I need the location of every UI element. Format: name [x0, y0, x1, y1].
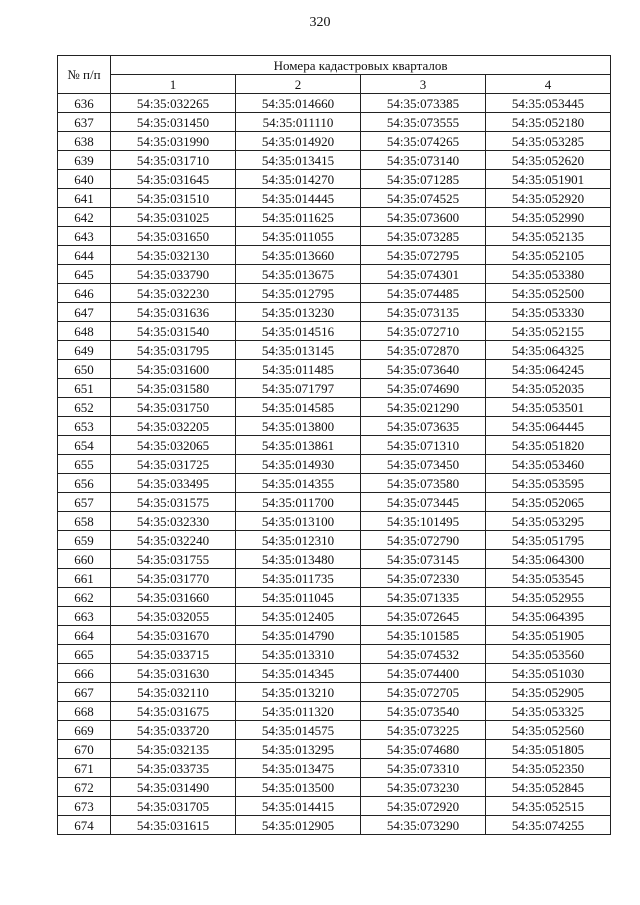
quarter-cell-4: 54:35:064395 [486, 607, 611, 626]
quarter-cell-4: 54:35:053330 [486, 303, 611, 322]
quarter-cell-2: 54:35:011625 [236, 208, 361, 227]
table-row [58, 759, 611, 778]
row-number-cell: 660 [58, 550, 111, 569]
quarter-cell-2: 54:35:013675 [236, 265, 361, 284]
quarter-cell-1: 54:35:031770 [111, 569, 236, 588]
quarter-cell-1: 54:35:032265 [111, 94, 236, 113]
quarter-cell-2: 54:35:012795 [236, 284, 361, 303]
quarter-cell-2: 54:35:013861 [236, 436, 361, 455]
quarter-cell-2: 54:35:014345 [236, 664, 361, 683]
quarter-cell-2: 54:35:014920 [236, 132, 361, 151]
table-row [58, 702, 611, 721]
row-number-cell: 661 [58, 569, 111, 588]
table-row [58, 645, 611, 664]
quarter-cell-4: 54:35:052620 [486, 151, 611, 170]
quarter-cell-4: 54:35:051901 [486, 170, 611, 189]
quarter-cell-3: 54:35:073290 [361, 816, 486, 835]
table-row [58, 474, 611, 493]
row-number-cell: 674 [58, 816, 111, 835]
row-number-cell: 636 [58, 94, 111, 113]
table-row [58, 265, 611, 284]
table-row [58, 227, 611, 246]
quarter-cell-4: 54:35:052155 [486, 322, 611, 341]
table-row [58, 398, 611, 417]
quarter-cell-3: 54:35:074690 [361, 379, 486, 398]
quarter-cell-3: 54:35:073540 [361, 702, 486, 721]
quarter-cell-2: 54:35:014355 [236, 474, 361, 493]
quarter-cell-1: 54:35:031540 [111, 322, 236, 341]
quarter-cell-2: 54:35:071797 [236, 379, 361, 398]
column-header-1: 1 [111, 75, 236, 94]
row-number-cell: 655 [58, 455, 111, 474]
table-row [58, 208, 611, 227]
table-row [58, 778, 611, 797]
table-row [58, 797, 611, 816]
table-row [58, 94, 611, 113]
table-row [58, 284, 611, 303]
quarter-cell-2: 54:35:011320 [236, 702, 361, 721]
table-row [58, 588, 611, 607]
quarter-cell-1: 54:35:033790 [111, 265, 236, 284]
column-header-4: 4 [486, 75, 611, 94]
quarter-cell-1: 54:35:032110 [111, 683, 236, 702]
quarter-cell-2: 54:35:013800 [236, 417, 361, 436]
quarter-cell-2: 54:35:014660 [236, 94, 361, 113]
quarter-cell-2: 54:35:013310 [236, 645, 361, 664]
quarter-cell-1: 54:35:031675 [111, 702, 236, 721]
quarter-cell-4: 54:35:052135 [486, 227, 611, 246]
quarter-cell-4: 54:35:051805 [486, 740, 611, 759]
quarter-cell-2: 54:35:014445 [236, 189, 361, 208]
quarter-cell-1: 54:35:031755 [111, 550, 236, 569]
row-number-cell: 666 [58, 664, 111, 683]
quarter-cell-4: 54:35:052105 [486, 246, 611, 265]
quarter-cell-1: 54:35:031615 [111, 816, 236, 835]
row-number-cell: 654 [58, 436, 111, 455]
table-row [58, 721, 611, 740]
quarter-cell-2: 54:35:011045 [236, 588, 361, 607]
table-row [58, 360, 611, 379]
quarter-cell-4: 54:35:053460 [486, 455, 611, 474]
quarter-cell-4: 54:35:052500 [486, 284, 611, 303]
quarter-cell-1: 54:35:031630 [111, 664, 236, 683]
quarter-cell-1: 54:35:033720 [111, 721, 236, 740]
row-number-cell: 664 [58, 626, 111, 645]
quarter-cell-2: 54:35:014415 [236, 797, 361, 816]
quarter-cell-3: 54:35:073385 [361, 94, 486, 113]
row-number-cell: 672 [58, 778, 111, 797]
quarter-cell-3: 54:35:074485 [361, 284, 486, 303]
quarter-cell-1: 54:35:032330 [111, 512, 236, 531]
table-row [58, 151, 611, 170]
quarter-cell-4: 54:35:064300 [486, 550, 611, 569]
row-number-cell: 656 [58, 474, 111, 493]
column-header-3: 3 [361, 75, 486, 94]
table-row [58, 493, 611, 512]
table-row [58, 341, 611, 360]
row-number-cell: 640 [58, 170, 111, 189]
row-number-cell: 662 [58, 588, 111, 607]
table-row [58, 607, 611, 626]
quarter-cell-4: 54:35:052845 [486, 778, 611, 797]
row-number-cell: 673 [58, 797, 111, 816]
table-row [58, 626, 611, 645]
quarter-cell-4: 54:35:053560 [486, 645, 611, 664]
quarter-cell-3: 54:35:073635 [361, 417, 486, 436]
quarter-cell-3: 54:35:073445 [361, 493, 486, 512]
quarter-cell-3: 54:35:073640 [361, 360, 486, 379]
quarter-cell-4: 54:35:053285 [486, 132, 611, 151]
quarter-cell-4: 54:35:074255 [486, 816, 611, 835]
quarter-cell-3: 54:35:072645 [361, 607, 486, 626]
quarter-cell-2: 54:35:013145 [236, 341, 361, 360]
table-row [58, 170, 611, 189]
table-row [58, 132, 611, 151]
quarter-cell-4: 54:35:052180 [486, 113, 611, 132]
table-row [58, 664, 611, 683]
quarter-cell-1: 54:35:032240 [111, 531, 236, 550]
quarter-cell-3: 54:35:073555 [361, 113, 486, 132]
quarter-cell-4: 54:35:051030 [486, 664, 611, 683]
quarter-cell-2: 54:35:011055 [236, 227, 361, 246]
quarter-cell-2: 54:35:011485 [236, 360, 361, 379]
row-number-cell: 669 [58, 721, 111, 740]
quarter-cell-1: 54:35:033735 [111, 759, 236, 778]
quarter-cell-2: 54:35:013415 [236, 151, 361, 170]
quarter-cell-3: 54:35:073225 [361, 721, 486, 740]
row-number-cell: 644 [58, 246, 111, 265]
row-number-cell: 638 [58, 132, 111, 151]
quarter-cell-4: 54:35:053595 [486, 474, 611, 493]
quarter-cell-2: 54:35:014790 [236, 626, 361, 645]
row-number-header: № п/п [58, 56, 111, 94]
table-row [58, 569, 611, 588]
table-row [58, 550, 611, 569]
quarter-cell-1: 54:35:031450 [111, 113, 236, 132]
quarter-cell-1: 54:35:031575 [111, 493, 236, 512]
quarter-cell-3: 54:35:073135 [361, 303, 486, 322]
row-number-cell: 665 [58, 645, 111, 664]
quarter-cell-1: 54:35:031990 [111, 132, 236, 151]
quarter-cell-3: 54:35:072330 [361, 569, 486, 588]
row-number-cell: 651 [58, 379, 111, 398]
quarter-cell-4: 54:35:052515 [486, 797, 611, 816]
quarter-cell-1: 54:35:032135 [111, 740, 236, 759]
table-row [58, 379, 611, 398]
table-row [58, 436, 611, 455]
table-row [58, 531, 611, 550]
table-row [58, 740, 611, 759]
quarter-cell-1: 54:35:032055 [111, 607, 236, 626]
quarter-cell-1: 54:35:031710 [111, 151, 236, 170]
row-number-cell: 652 [58, 398, 111, 417]
quarter-cell-4: 54:35:051795 [486, 531, 611, 550]
quarter-cell-1: 54:35:031670 [111, 626, 236, 645]
row-number-cell: 670 [58, 740, 111, 759]
quarter-cell-3: 54:35:071335 [361, 588, 486, 607]
quarter-cell-3: 54:35:073285 [361, 227, 486, 246]
quarter-cell-1: 54:35:031580 [111, 379, 236, 398]
row-number-cell: 663 [58, 607, 111, 626]
quarter-cell-3: 54:35:074301 [361, 265, 486, 284]
quarter-cell-2: 54:35:014585 [236, 398, 361, 417]
quarter-cell-3: 54:35:071310 [361, 436, 486, 455]
quarter-cell-2: 54:35:013210 [236, 683, 361, 702]
quarter-cell-4: 54:35:053501 [486, 398, 611, 417]
quarter-cell-4: 54:35:052920 [486, 189, 611, 208]
table-row [58, 816, 611, 835]
table-row [58, 113, 611, 132]
quarter-cell-3: 54:35:073140 [361, 151, 486, 170]
quarter-cell-3: 54:35:101495 [361, 512, 486, 531]
quarter-cell-3: 54:35:072870 [361, 341, 486, 360]
table-body [58, 94, 611, 835]
quarter-cell-4: 54:35:064325 [486, 341, 611, 360]
row-number-cell: 671 [58, 759, 111, 778]
group-header: Номера кадастровых кварталов [111, 56, 611, 75]
quarter-cell-3: 54:35:071285 [361, 170, 486, 189]
row-number-cell: 646 [58, 284, 111, 303]
table-row [58, 455, 611, 474]
quarter-cell-1: 54:35:031650 [111, 227, 236, 246]
quarter-cell-1: 54:35:032230 [111, 284, 236, 303]
quarter-cell-3: 54:35:072710 [361, 322, 486, 341]
quarter-cell-4: 54:35:052955 [486, 588, 611, 607]
row-number-cell: 668 [58, 702, 111, 721]
quarter-cell-3: 54:35:101585 [361, 626, 486, 645]
table-row [58, 246, 611, 265]
row-number-cell: 647 [58, 303, 111, 322]
quarter-cell-1: 54:35:031600 [111, 360, 236, 379]
quarter-cell-2: 54:35:012405 [236, 607, 361, 626]
quarter-cell-4: 54:35:052560 [486, 721, 611, 740]
quarter-cell-3: 54:35:073600 [361, 208, 486, 227]
quarter-cell-3: 54:35:072920 [361, 797, 486, 816]
quarter-cell-4: 54:35:052990 [486, 208, 611, 227]
quarter-cell-1: 54:35:031510 [111, 189, 236, 208]
row-number-cell: 643 [58, 227, 111, 246]
row-number-cell: 659 [58, 531, 111, 550]
quarter-cell-4: 54:35:053380 [486, 265, 611, 284]
quarter-cell-2: 54:35:013480 [236, 550, 361, 569]
quarter-cell-1: 54:35:032205 [111, 417, 236, 436]
quarter-cell-3: 54:35:073310 [361, 759, 486, 778]
row-number-cell: 642 [58, 208, 111, 227]
quarter-cell-2: 54:35:013230 [236, 303, 361, 322]
row-number-cell: 657 [58, 493, 111, 512]
quarter-cell-4: 54:35:064245 [486, 360, 611, 379]
quarter-cell-3: 54:35:072790 [361, 531, 486, 550]
quarter-cell-1: 54:35:031660 [111, 588, 236, 607]
row-number-cell: 648 [58, 322, 111, 341]
quarter-cell-2: 54:35:013475 [236, 759, 361, 778]
quarter-cell-2: 54:35:011700 [236, 493, 361, 512]
quarter-cell-1: 54:35:033715 [111, 645, 236, 664]
quarter-cell-4: 54:35:053445 [486, 94, 611, 113]
quarter-cell-4: 54:35:051905 [486, 626, 611, 645]
quarter-cell-2: 54:35:013500 [236, 778, 361, 797]
quarter-cell-1: 54:35:033495 [111, 474, 236, 493]
row-number-cell: 637 [58, 113, 111, 132]
quarter-cell-1: 54:35:031645 [111, 170, 236, 189]
quarter-cell-2: 54:35:012310 [236, 531, 361, 550]
quarter-cell-4: 54:35:053545 [486, 569, 611, 588]
table-row [58, 512, 611, 531]
row-number-cell: 649 [58, 341, 111, 360]
quarter-cell-2: 54:35:014930 [236, 455, 361, 474]
table-row [58, 303, 611, 322]
quarter-cell-4: 54:35:053295 [486, 512, 611, 531]
cadastral-quarters-table [57, 55, 611, 835]
quarter-cell-2: 54:35:011735 [236, 569, 361, 588]
row-number-cell: 658 [58, 512, 111, 531]
quarter-cell-4: 54:35:052065 [486, 493, 611, 512]
quarter-cell-1: 54:35:031025 [111, 208, 236, 227]
quarter-cell-1: 54:35:031490 [111, 778, 236, 797]
quarter-cell-3: 54:35:072705 [361, 683, 486, 702]
quarter-cell-4: 54:35:051820 [486, 436, 611, 455]
row-number-cell: 645 [58, 265, 111, 284]
quarter-cell-1: 54:35:031725 [111, 455, 236, 474]
quarter-cell-2: 54:35:014516 [236, 322, 361, 341]
quarter-cell-4: 54:35:053325 [486, 702, 611, 721]
table-row [58, 417, 611, 436]
quarter-cell-3: 54:35:073580 [361, 474, 486, 493]
quarter-cell-1: 54:35:032065 [111, 436, 236, 455]
quarter-cell-3: 54:35:073230 [361, 778, 486, 797]
page-number: 320 [309, 15, 331, 30]
quarter-cell-2: 54:35:012905 [236, 816, 361, 835]
quarter-cell-1: 54:35:031705 [111, 797, 236, 816]
row-number-cell: 653 [58, 417, 111, 436]
quarter-cell-2: 54:35:013100 [236, 512, 361, 531]
quarter-cell-3: 54:35:074525 [361, 189, 486, 208]
quarter-cell-3: 54:35:072795 [361, 246, 486, 265]
quarter-cell-3: 54:35:074265 [361, 132, 486, 151]
row-number-cell: 650 [58, 360, 111, 379]
quarter-cell-2: 54:35:013660 [236, 246, 361, 265]
quarter-cell-3: 54:35:021290 [361, 398, 486, 417]
row-number-cell: 667 [58, 683, 111, 702]
row-number-cell: 641 [58, 189, 111, 208]
quarter-cell-3: 54:35:074400 [361, 664, 486, 683]
quarter-cell-4: 54:35:052905 [486, 683, 611, 702]
quarter-cell-2: 54:35:014270 [236, 170, 361, 189]
quarter-cell-4: 54:35:064445 [486, 417, 611, 436]
table-row [58, 189, 611, 208]
quarter-cell-1: 54:35:031636 [111, 303, 236, 322]
quarter-cell-3: 54:35:074680 [361, 740, 486, 759]
quarter-cell-1: 54:35:031795 [111, 341, 236, 360]
quarter-cell-2: 54:35:011110 [236, 113, 361, 132]
quarter-cell-1: 54:35:032130 [111, 246, 236, 265]
quarter-cell-3: 54:35:074532 [361, 645, 486, 664]
table-header [58, 56, 611, 94]
table-row [58, 322, 611, 341]
quarter-cell-3: 54:35:073145 [361, 550, 486, 569]
quarter-cell-3: 54:35:073450 [361, 455, 486, 474]
quarter-cell-2: 54:35:013295 [236, 740, 361, 759]
quarter-cell-4: 54:35:052035 [486, 379, 611, 398]
row-number-cell: 639 [58, 151, 111, 170]
quarter-cell-2: 54:35:014575 [236, 721, 361, 740]
table-row [58, 683, 611, 702]
quarter-cell-1: 54:35:031750 [111, 398, 236, 417]
quarter-cell-4: 54:35:052350 [486, 759, 611, 778]
column-header-2: 2 [236, 75, 361, 94]
